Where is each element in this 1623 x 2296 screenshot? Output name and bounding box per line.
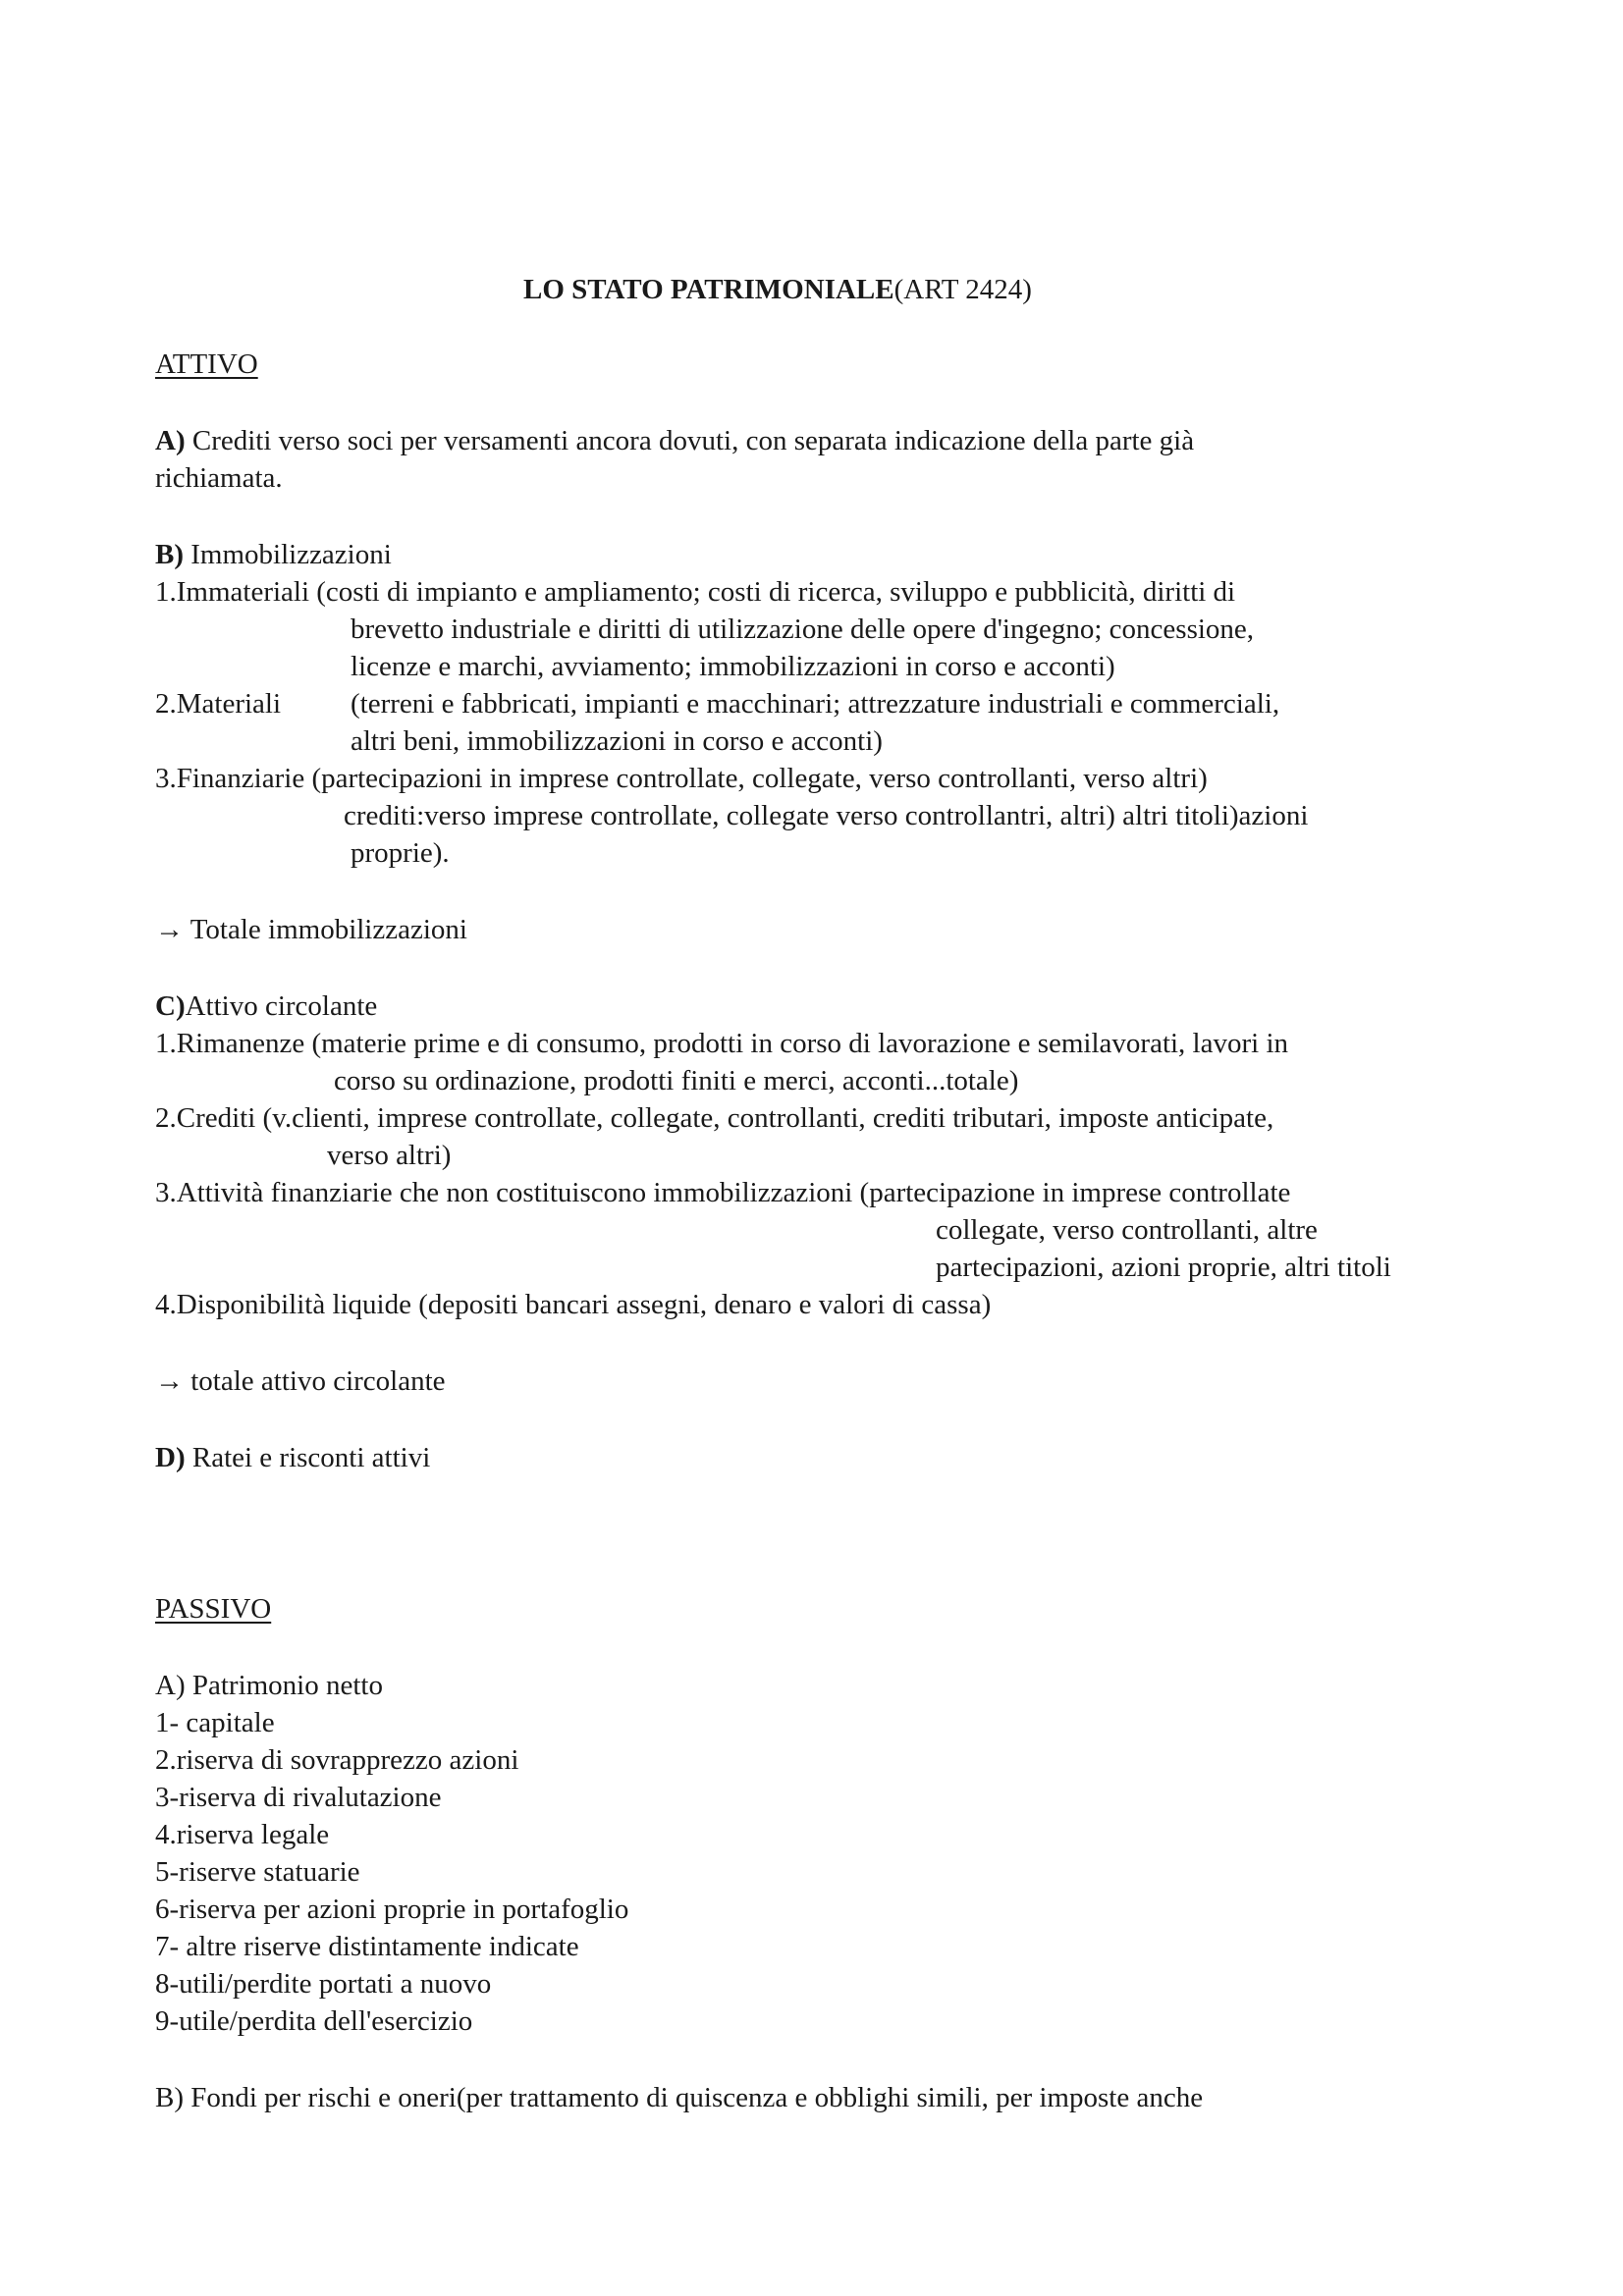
passivo-item: 8-utili/perdite portati a nuovo	[155, 1968, 492, 2000]
title-article: (ART 2424)	[893, 274, 1032, 305]
attivo-b-line: 1.Immateriali (costi di impianto e ampliamento; costi di ricerca, sviluppo e pubblicità, diritti di	[155, 576, 1236, 608]
attivo-b-line: proprie).	[351, 837, 450, 869]
passivo-item: 7- altre riserve distintamente indicate	[155, 1931, 579, 1962]
passivo-a-title: A) Patrimonio netto	[155, 1670, 383, 1701]
attivo-b-line: (terreni e fabbricati, impianti e macchinari; attrezzature industriali e commerciali,	[351, 688, 1280, 720]
attivo-c-line: 3.Attività finanziarie che non costituiscono immobilizzazioni (partecipazione in imprese controllate	[155, 1177, 1291, 1208]
passivo-item: 2.riserva di sovrapprezzo azioni	[155, 1744, 519, 1776]
total-attivo-circolante: → totale attivo circolante	[155, 1365, 446, 1397]
attivo-c-line: verso altri)	[327, 1140, 452, 1171]
attivo-b-title-text: Immobilizzazioni	[184, 539, 392, 570]
attivo-d-title	[155, 1439, 430, 1476]
attivo-c-title-text: Attivo circolante	[185, 990, 378, 1022]
passivo-b-title: B) Fondi per rischi e oneri(per trattamento di quiscenza e obblighi simili, per imposte anche	[155, 2082, 1204, 2113]
attivo-c-line: 4.Disponibilità liquide (depositi bancari assegni, denaro e valori di cassa)	[155, 1289, 992, 1320]
attivo-b-title	[155, 536, 392, 573]
attivo-b-line: 2.Materiali	[155, 688, 282, 720]
page-title	[523, 271, 1032, 308]
attivo-d-letter: D)	[155, 1442, 186, 1473]
title-bold: LO STATO PATRIMONIALE	[523, 274, 894, 305]
attivo-b-line: crediti:verso imprese controllate, collegate verso controllantri, altri) altri titoli)azioni	[344, 800, 1309, 831]
attivo-a-letter: A)	[155, 425, 186, 456]
attivo-b-letter: B)	[155, 539, 184, 570]
attivo-c-line: corso su ordinazione, prodotti finiti e merci, acconti...totale)	[334, 1065, 1019, 1096]
attivo-a-line1	[155, 422, 1194, 459]
passivo-item: 5-riserve statuarie	[155, 1856, 360, 1888]
attivo-d-title-text: Ratei e risconti attivi	[185, 1442, 431, 1473]
attivo-b-line: licenze e marchi, avviamento; immobilizzazioni in corso e acconti)	[351, 651, 1115, 682]
attivo-c-line: 2.Crediti (v.clienti, imprese controllate, collegate, controllanti, crediti tributari, imposte anticipate,	[155, 1102, 1274, 1134]
passivo-item: 3-riserva di rivalutazione	[155, 1782, 442, 1813]
attivo-c-line: partecipazioni, azioni proprie, altri titoli	[936, 1252, 1391, 1283]
attivo-c-line: collegate, verso controllanti, altre	[936, 1214, 1318, 1246]
passivo-item: 6-riserva per azioni proprie in portafoglio	[155, 1894, 629, 1925]
passivo-item: 9-utile/perdita dell'esercizio	[155, 2005, 473, 2037]
passivo-item: 1- capitale	[155, 1707, 275, 1738]
attivo-c-letter: C)	[155, 990, 186, 1022]
passivo-item: 4.riserva legale	[155, 1819, 330, 1850]
total-immobilizzazioni: → Totale immobilizzazioni	[155, 914, 467, 945]
attivo-b-line: altri beni, immobilizzazioni in corso e acconti)	[351, 725, 883, 757]
attivo-heading: ATTIVO	[155, 348, 258, 380]
passivo-heading: PASSIVO	[155, 1593, 272, 1625]
attivo-b-line: 3.Finanziarie (partecipazioni in imprese controllate, collegate, verso controllanti, verso altri)	[155, 763, 1208, 794]
attivo-a-text: Crediti verso soci per versamenti ancora dovuti, con separata indicazione della parte già	[185, 425, 1195, 456]
attivo-c-title	[155, 988, 377, 1025]
attivo-c-line: 1.Rimanenze (materie prime e di consumo, prodotti in corso di lavorazione e semilavorati, lavori in	[155, 1028, 1289, 1059]
attivo-a-line2: richiamata.	[155, 462, 283, 494]
attivo-b-line: brevetto industriale e diritti di utilizzazione delle opere d'ingegno; concessione,	[351, 614, 1255, 645]
